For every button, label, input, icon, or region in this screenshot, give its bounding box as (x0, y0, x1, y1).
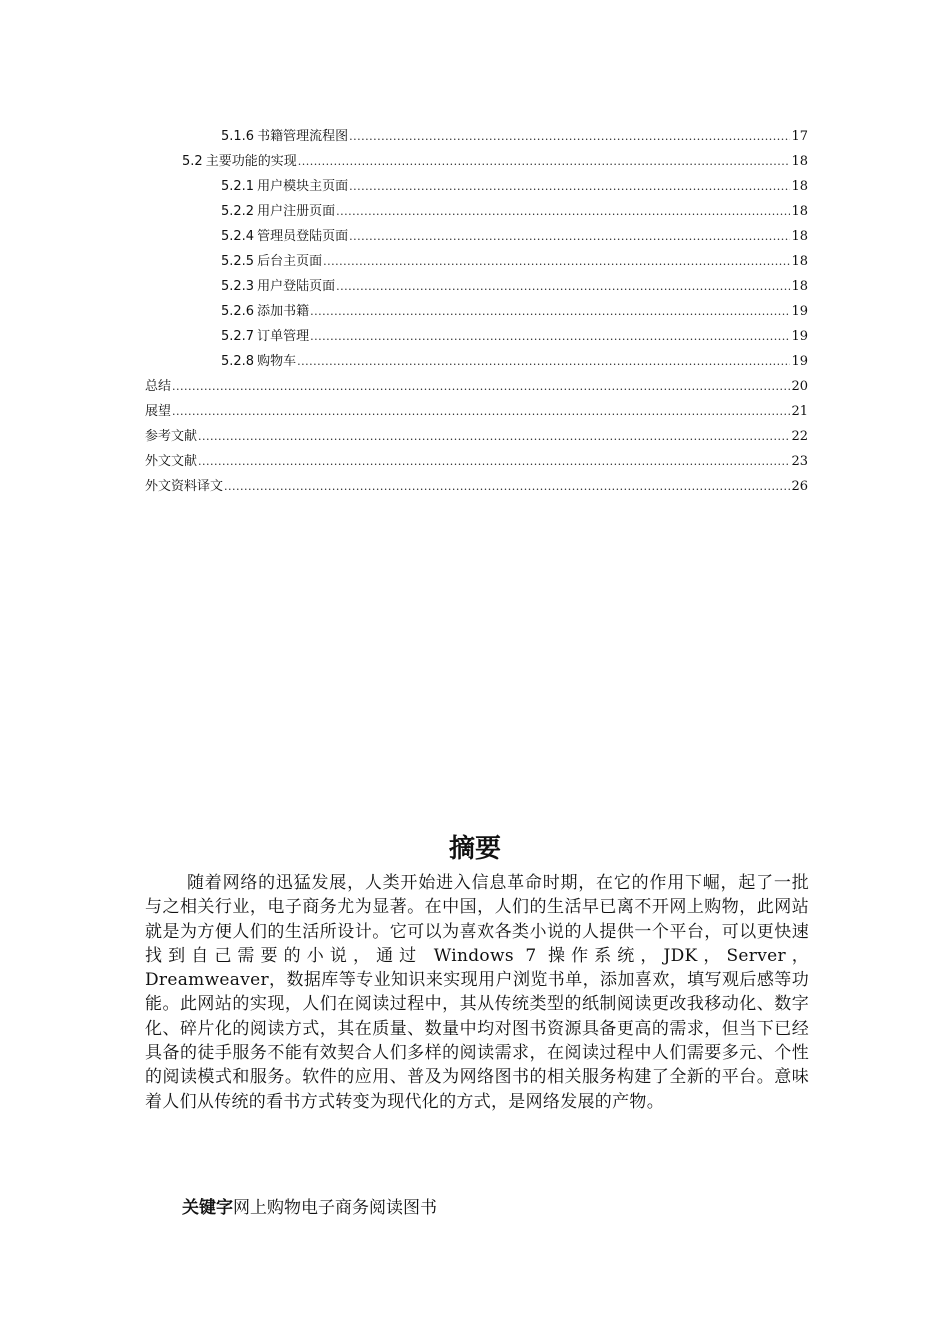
toc-entry-page: 18 (791, 279, 808, 294)
toc-entry-title: 添加书籍 (257, 304, 310, 319)
toc-dot-leader (336, 199, 790, 224)
toc-entry-number: 5.2.3 (221, 279, 255, 294)
toc-dot-leader (198, 424, 790, 449)
toc-entry-title: 总结 (145, 379, 172, 394)
toc-dot-leader (198, 449, 790, 474)
toc-entry-page: 18 (791, 229, 808, 244)
toc-entry-foreign-literature[interactable] (145, 449, 808, 474)
toc-dot-leader (323, 249, 790, 274)
toc-entry-page: 18 (791, 254, 808, 269)
toc-entry-5-2-7[interactable] (221, 324, 808, 349)
toc-entry-title: 外文资料译文 (145, 479, 224, 494)
toc-entry-number: 5.1.6 (221, 129, 255, 144)
toc-entry-summary[interactable] (145, 374, 808, 399)
toc-entry-page: 18 (791, 179, 808, 194)
toc-entry-number: 5.2.5 (221, 254, 255, 269)
toc-entry-page: 21 (791, 404, 808, 419)
toc-entry-5-2-4[interactable] (221, 224, 808, 249)
abstract-body: 随着网络的迅猛发展，人类开始进入信息革命时期，在它的作用下崛，起了一批与之相关行业，电子商务尤为显著。在中国，人们的生活早已离不开网上购物，此网站就是为方便人们的生活所设计。它可以为喜欢各类小说的人提供一个平台，可以更快速找到自己需要的小说，通过 Windows 7 操作系统，JDK，Server，Dreamweaver，数据库等专业知识来实现用户浏览书单，添加喜欢，填写观后感等功能。此网站的实现，人们在阅读过程中，其从传统类型的纸制阅读更改我移动化、数字化、碎片化的阅读方式，其在质量、数量中均对图书资源具备更高的需求，但当下已经具备的徒手服务不能有效契合人们多样的阅读需求，在阅读过程中人们需要多元、个性的阅读模式和服务。软件的应用、普及为网络图书的相关服务构建了全新的平台。意味着人们从传统的看书方式转变为现代化的方式，是网络发展的产物。 (145, 873, 809, 1112)
toc-entry-title: 管理员登陆页面 (257, 229, 349, 244)
toc-entry-title: 用户登陆页面 (257, 279, 336, 294)
toc-entry-number: 5.2.7 (221, 329, 255, 344)
toc-entry-title: 书籍管理流程图 (257, 129, 349, 144)
toc-dot-leader (172, 374, 790, 399)
toc-dot-leader (172, 399, 790, 424)
toc-entry-number: 5.2.2 (221, 204, 255, 219)
toc-entry-number: 5.2.6 (221, 304, 255, 319)
toc-entry-page: 17 (791, 129, 808, 144)
toc-entry-page: 23 (791, 454, 808, 469)
toc-entry-number: 5.2.8 (221, 354, 255, 369)
toc-entry-title: 参考文献 (145, 429, 198, 444)
toc-entry-title: 主要功能的实现 (205, 154, 297, 169)
toc-dot-leader (310, 299, 790, 324)
toc-dot-leader (310, 324, 790, 349)
toc-entry-page: 18 (791, 204, 808, 219)
toc-entry-title: 用户模块主页面 (257, 179, 349, 194)
toc-dot-leader (336, 274, 790, 299)
toc-entry-title: 用户注册页面 (257, 204, 336, 219)
toc-entry-page: 19 (791, 304, 808, 319)
toc-entry-page: 22 (791, 429, 808, 444)
toc-entry-page: 19 (791, 329, 808, 344)
abstract-heading: 摘要 (448, 834, 501, 864)
toc-entry-title: 展望 (145, 404, 172, 419)
toc-entry-title: 后台主页面 (257, 254, 323, 269)
toc-entry-number: 5.2.1 (221, 179, 255, 194)
toc-entry-outlook[interactable] (145, 399, 808, 424)
keywords-label: 关键字 (182, 1198, 233, 1218)
toc-dot-leader (298, 149, 791, 174)
keywords-value: 网上购物电子商务阅读图书 (233, 1198, 437, 1218)
toc-entry-title: 购物车 (257, 354, 297, 369)
toc-dot-leader (349, 174, 790, 199)
toc-entry-page: 20 (791, 379, 808, 394)
toc-entry-5-2-5[interactable] (221, 249, 808, 274)
toc-entry-number: 5.2.4 (221, 229, 255, 244)
toc-entry-references[interactable] (145, 424, 808, 449)
toc-entry-5-2-2[interactable] (221, 199, 808, 224)
toc-dot-leader (349, 124, 790, 149)
toc-entry-page: 19 (791, 354, 808, 369)
keywords-line (182, 1196, 437, 1220)
toc-entry-page: 26 (791, 479, 808, 494)
toc-dot-leader (297, 349, 790, 374)
toc-entry-5-2-1[interactable] (221, 174, 808, 199)
toc-entry-page: 18 (791, 154, 808, 169)
toc-entry-5-2-3[interactable] (221, 274, 808, 299)
toc-dot-leader (224, 474, 790, 499)
toc-entry-5-2-6[interactable] (221, 299, 808, 324)
toc-entry-title: 订单管理 (257, 329, 310, 344)
toc-entry-number: 5.2 (182, 154, 203, 169)
toc-dot-leader (349, 224, 790, 249)
toc-entry-title: 外文文献 (145, 454, 198, 469)
toc-entry-translation[interactable] (145, 474, 808, 499)
toc-entry-5-2[interactable] (182, 149, 808, 174)
toc-entry-5-2-8[interactable] (221, 349, 808, 374)
toc-entry-5-1-6[interactable] (221, 124, 808, 149)
